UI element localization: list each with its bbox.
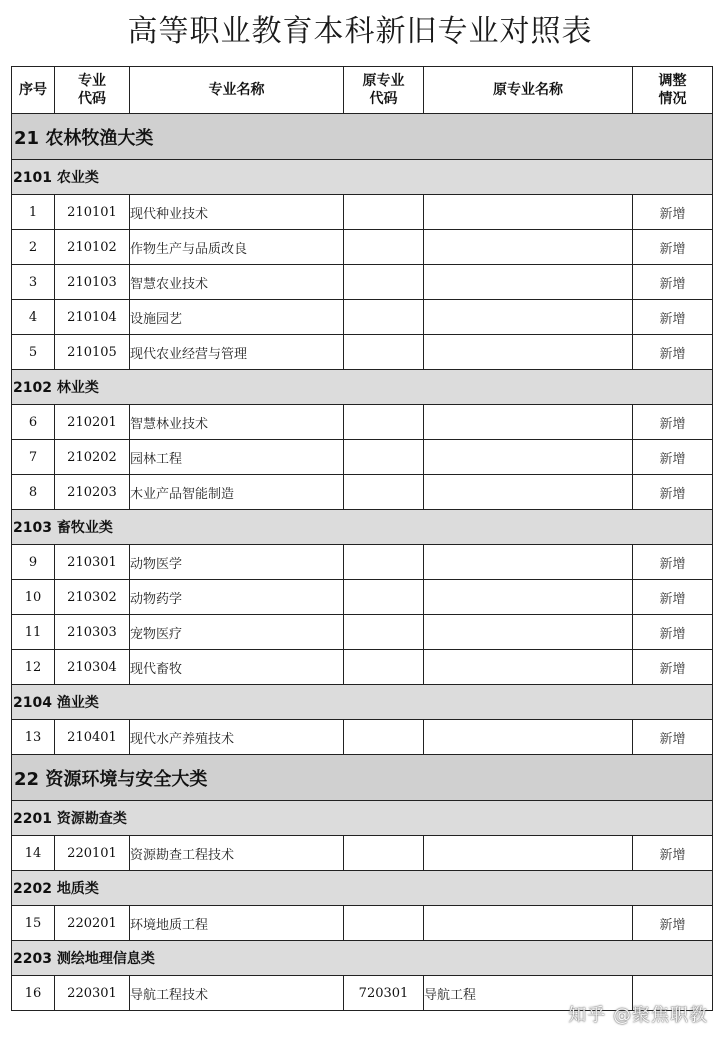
cell-seq: 8: [12, 475, 55, 510]
cell-orig-name: [424, 545, 633, 580]
cell-orig-code: [344, 650, 424, 685]
cell-seq: 15: [12, 906, 55, 941]
cell-code: 210401: [55, 720, 130, 755]
cell-adjustment: 新增: [633, 440, 713, 475]
table-row: [12, 335, 713, 370]
cell-code: 210302: [55, 580, 130, 615]
cell-adjustment: 新增: [633, 720, 713, 755]
cell-adjustment: 新增: [633, 615, 713, 650]
watermark: 知乎 @聚焦职教: [568, 1005, 708, 1026]
cell-orig-name: 导航工程: [424, 976, 633, 1011]
cell-major-name: 宠物医疗: [130, 615, 344, 650]
header-orig-code-line1: 原专业: [362, 73, 405, 89]
cell-major-name: 现代畜牧: [130, 650, 344, 685]
cell-major-name: 智慧林业技术: [130, 405, 344, 440]
subcategory-row: [12, 160, 713, 195]
cell-major-name: 环境地质工程: [130, 906, 344, 941]
cell-code: 210203: [55, 475, 130, 510]
page-title: 高等职业教育本科新旧专业对照表: [127, 14, 593, 49]
subcategory-row: [12, 801, 713, 836]
table-row: [12, 405, 713, 440]
subcategory-row: [12, 871, 713, 906]
cell-code: 220201: [55, 906, 130, 941]
cell-code: 220301: [55, 976, 130, 1011]
table-row: [12, 836, 713, 871]
cell-orig-name: [424, 475, 633, 510]
cell-code: 210104: [55, 300, 130, 335]
cell-orig-code: [344, 405, 424, 440]
subcategory-label: 2202 地质类: [12, 871, 713, 906]
cell-seq: 7: [12, 440, 55, 475]
cell-orig-name: [424, 265, 633, 300]
table-row: [12, 580, 713, 615]
cell-orig-code: [344, 906, 424, 941]
cell-major-name: 园林工程: [130, 440, 344, 475]
cell-adjustment: 新增: [633, 335, 713, 370]
subcategory-row: [12, 685, 713, 720]
cell-orig-code: [344, 580, 424, 615]
cell-seq: 13: [12, 720, 55, 755]
cell-seq: 6: [12, 405, 55, 440]
table-header-row: [12, 67, 713, 114]
cell-orig-name: [424, 405, 633, 440]
header-adj-line2: 情况: [658, 91, 687, 107]
subcategory-label: 2101 农业类: [12, 160, 713, 195]
cell-major-name: 导航工程技术: [130, 976, 344, 1011]
cell-orig-code: [344, 195, 424, 230]
subcategory-label: 2201 资源勘查类: [12, 801, 713, 836]
cell-adjustment: 新增: [633, 906, 713, 941]
cell-orig-code: [344, 615, 424, 650]
category-row: [12, 755, 713, 801]
subcategory-label: 2103 畜牧业类: [12, 510, 713, 545]
cell-orig-name: [424, 335, 633, 370]
cell-seq: 4: [12, 300, 55, 335]
cell-code: 210105: [55, 335, 130, 370]
cell-major-name: 动物药学: [130, 580, 344, 615]
cell-orig-name: [424, 195, 633, 230]
category-row: [12, 114, 713, 160]
table-row: [12, 615, 713, 650]
cell-orig-name: [424, 300, 633, 335]
cell-orig-code: [344, 720, 424, 755]
cell-orig-name: [424, 906, 633, 941]
cell-orig-name: [424, 580, 633, 615]
subcategory-label: 2102 林业类: [12, 370, 713, 405]
cell-adjustment: 新增: [633, 545, 713, 580]
table-row: [12, 545, 713, 580]
cell-major-name: 资源勘查工程技术: [130, 836, 344, 871]
category-label: 21 农林牧渔大类: [12, 114, 713, 160]
header-orig-name: 原专业名称: [424, 67, 633, 114]
cell-seq: 10: [12, 580, 55, 615]
subcategory-row: [12, 941, 713, 976]
cell-adjustment: 新增: [633, 230, 713, 265]
cell-orig-name: [424, 615, 633, 650]
cell-seq: 16: [12, 976, 55, 1011]
cell-seq: 14: [12, 836, 55, 871]
cell-adjustment: 新增: [633, 475, 713, 510]
cell-orig-name: [424, 836, 633, 871]
cell-orig-code: [344, 475, 424, 510]
subcategory-label: 2104 渔业类: [12, 685, 713, 720]
header-code: [55, 67, 130, 114]
cell-orig-code: [344, 230, 424, 265]
cell-seq: 2: [12, 230, 55, 265]
subcategory-label: 2203 测绘地理信息类: [12, 941, 713, 976]
table-row: [12, 265, 713, 300]
cell-adjustment: 新增: [633, 195, 713, 230]
major-comparison-table: [11, 66, 713, 1011]
cell-adjustment: 新增: [633, 580, 713, 615]
cell-orig-code: [344, 440, 424, 475]
cell-code: 210101: [55, 195, 130, 230]
table-row: [12, 230, 713, 265]
cell-orig-name: [424, 440, 633, 475]
cell-major-name: 现代农业经营与管理: [130, 335, 344, 370]
header-seq: 序号: [12, 67, 55, 114]
cell-adjustment: 新增: [633, 265, 713, 300]
header-orig-code: [344, 67, 424, 114]
cell-adjustment: 新增: [633, 650, 713, 685]
cell-seq: 3: [12, 265, 55, 300]
cell-major-name: 智慧农业技术: [130, 265, 344, 300]
cell-code: 210303: [55, 615, 130, 650]
table-row: [12, 475, 713, 510]
cell-orig-name: [424, 650, 633, 685]
cell-major-name: 现代水产养殖技术: [130, 720, 344, 755]
cell-code: 220101: [55, 836, 130, 871]
table-row: [12, 195, 713, 230]
header-adjustment: [633, 67, 713, 114]
cell-code: 210201: [55, 405, 130, 440]
cell-seq: 5: [12, 335, 55, 370]
cell-orig-code: [344, 300, 424, 335]
header-code-line1: 专业: [78, 73, 106, 89]
cell-seq: 11: [12, 615, 55, 650]
cell-orig-name: [424, 720, 633, 755]
cell-orig-code: [344, 265, 424, 300]
cell-orig-code: 720301: [344, 976, 424, 1011]
table-row: [12, 650, 713, 685]
table-row: [12, 906, 713, 941]
table-row: [12, 720, 713, 755]
cell-major-name: 动物医学: [130, 545, 344, 580]
cell-orig-code: [344, 545, 424, 580]
cell-major-name: 现代种业技术: [130, 195, 344, 230]
cell-adjustment: 新增: [633, 405, 713, 440]
category-label: 22 资源环境与安全大类: [12, 755, 713, 801]
cell-adjustment: 新增: [633, 836, 713, 871]
cell-orig-name: [424, 230, 633, 265]
cell-code: 210304: [55, 650, 130, 685]
header-name: 专业名称: [130, 67, 344, 114]
header-code-line2: 代码: [78, 91, 106, 107]
cell-code: 210301: [55, 545, 130, 580]
cell-major-name: 木业产品智能制造: [130, 475, 344, 510]
subcategory-row: [12, 370, 713, 405]
cell-major-name: 作物生产与品质改良: [130, 230, 344, 265]
table-body: [12, 114, 713, 1011]
cell-seq: 1: [12, 195, 55, 230]
cell-orig-code: [344, 335, 424, 370]
cell-major-name: 设施园艺: [130, 300, 344, 335]
cell-seq: 12: [12, 650, 55, 685]
cell-adjustment: 新增: [633, 300, 713, 335]
cell-seq: 9: [12, 545, 55, 580]
cell-orig-code: [344, 836, 424, 871]
header-adj-line1: 调整: [658, 73, 687, 89]
subcategory-row: [12, 510, 713, 545]
cell-code: 210103: [55, 265, 130, 300]
header-orig-code-line2: 代码: [369, 91, 398, 107]
cell-code: 210102: [55, 230, 130, 265]
table-row: [12, 300, 713, 335]
table-row: [12, 440, 713, 475]
cell-code: 210202: [55, 440, 130, 475]
